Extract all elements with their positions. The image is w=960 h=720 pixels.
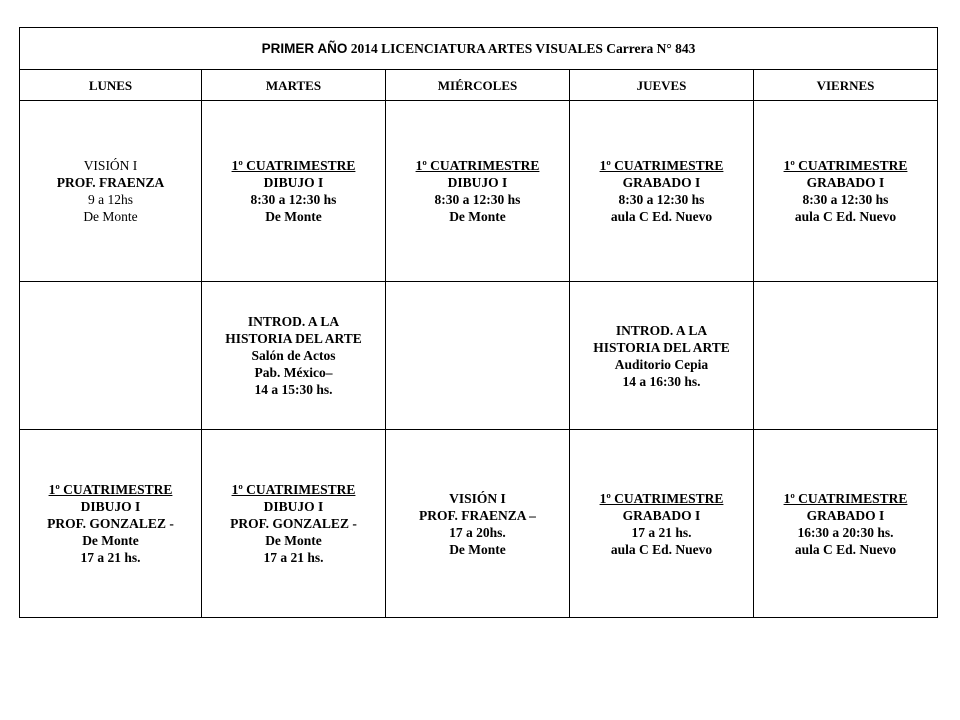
schedule-cell (202, 101, 386, 282)
cell-line: INTROD. A LA (247, 314, 340, 329)
cell-line: DIBUJO I (80, 499, 141, 514)
cell-line: Pab. México– (254, 365, 333, 380)
cell-line: 9 a 12hs (88, 192, 133, 207)
cell-line: 17 a 21 hs. (631, 524, 692, 540)
schedule-cell (202, 282, 386, 430)
cell-line: 8:30 a 12:30 hs (802, 192, 889, 207)
cell-line: De Monte (449, 209, 506, 224)
schedule-cell (20, 430, 202, 618)
day-header-row (20, 70, 938, 101)
cell-line: 17 a 21 hs. (263, 550, 324, 565)
cell-line: DIBUJO I (447, 175, 508, 190)
cell-line: De Monte (449, 541, 506, 557)
cell-line: De Monte (82, 533, 139, 548)
schedule-row-evening (20, 430, 938, 618)
title-year-label: PRIMER AÑO (261, 41, 348, 56)
schedule-cell (202, 430, 386, 618)
schedule-cell (754, 282, 938, 430)
schedule-cell (386, 101, 570, 282)
cell-line: 1º CUATRIMESTRE (48, 482, 173, 497)
cell-line: VISIÓN I (83, 158, 138, 173)
cell-line: DIBUJO I (263, 175, 324, 190)
schedule-cell (386, 282, 570, 430)
day-header: LUNES (20, 70, 202, 101)
cell-line: 17 a 20hs. (449, 524, 506, 540)
cell-line: GRABADO I (622, 507, 701, 523)
day-header: MARTES (202, 70, 386, 101)
cell-line: aula C Ed. Nuevo (794, 209, 897, 224)
schedule-cell (754, 101, 938, 282)
cell-line: 14 a 16:30 hs. (622, 373, 701, 389)
cell-line: 17 a 21 hs. (80, 550, 141, 565)
cell-line: 14 a 15:30 hs. (254, 382, 333, 397)
cell-line: 1º CUATRIMESTRE (599, 490, 724, 506)
cell-line: 1º CUATRIMESTRE (415, 158, 540, 173)
cell-line: aula C Ed. Nuevo (610, 541, 713, 557)
cell-line: aula C Ed. Nuevo (610, 209, 713, 224)
cell-line: GRABADO I (806, 175, 885, 190)
cell-line: Salón de Actos (251, 348, 336, 363)
cell-line: aula C Ed. Nuevo (794, 541, 897, 557)
cell-line: 1º CUATRIMESTRE (599, 158, 724, 173)
title-row (20, 28, 938, 70)
schedule-cell (20, 282, 202, 430)
schedule-cell (754, 430, 938, 618)
cell-line: HISTORIA DEL ARTE (593, 339, 730, 355)
schedule-table (19, 27, 938, 618)
cell-line: 1º CUATRIMESTRE (783, 490, 908, 506)
cell-line: HISTORIA DEL ARTE (225, 331, 362, 346)
cell-line: 1º CUATRIMESTRE (231, 158, 356, 173)
cell-line: 1º CUATRIMESTRE (783, 158, 908, 173)
title-program-label: 2014 LICENCIATURA ARTES VISUALES Carrera N° 843 (350, 41, 696, 56)
cell-line: PROF. GONZALEZ - (47, 516, 174, 531)
cell-line: Auditorio Cepia (614, 356, 709, 372)
cell-line: De Monte (265, 533, 322, 548)
schedule-cell (570, 101, 754, 282)
cell-line: De Monte (83, 209, 138, 224)
cell-line: PROF. FRAENZA – (419, 507, 536, 523)
cell-line: INTROD. A LA (615, 322, 708, 338)
cell-line: PROF. GONZALEZ - (230, 516, 357, 531)
cell-line: GRABADO I (622, 175, 701, 190)
day-header: MIÉRCOLES (386, 70, 570, 101)
cell-line: DIBUJO I (263, 499, 324, 514)
schedule-cell (386, 430, 570, 618)
cell-line: VISIÓN I (449, 490, 506, 506)
schedule-row-afternoon (20, 282, 938, 430)
cell-line: 8:30 a 12:30 hs (250, 192, 337, 207)
cell-line: 1º CUATRIMESTRE (231, 482, 356, 497)
schedule-row-morning (20, 101, 938, 282)
cell-line: 8:30 a 12:30 hs (434, 192, 521, 207)
schedule-cell (20, 101, 202, 282)
cell-line: De Monte (265, 209, 322, 224)
schedule-cell (570, 430, 754, 618)
cell-line: PROF. FRAENZA (56, 175, 165, 190)
day-header: JUEVES (570, 70, 754, 101)
cell-line: 8:30 a 12:30 hs (618, 192, 705, 207)
cell-line: 16:30 a 20:30 hs. (797, 524, 894, 540)
day-header: VIERNES (754, 70, 938, 101)
cell-line: GRABADO I (806, 507, 885, 523)
schedule-cell (570, 282, 754, 430)
schedule-title (20, 28, 938, 70)
